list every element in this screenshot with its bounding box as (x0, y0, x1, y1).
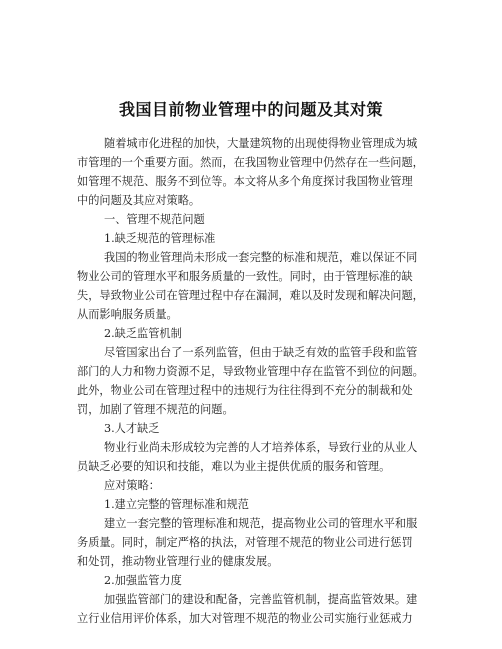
subsection-heading: 1.缺乏规范的管理标准 (104, 232, 216, 245)
subsection-heading: 3.人才缺乏 (104, 422, 160, 435)
paragraph-line: 我国的物业管理尚未形成一套完整的标准和规范，难以保证不同 (104, 251, 418, 264)
subsection-heading: 2.缺乏监管机制 (104, 327, 182, 340)
paragraph-line: 务质量。同时，制定严格的执法，对管理不规范的物业公司进行惩罚 (77, 536, 413, 549)
paragraph-line: 市管理的一个重要方面。然而，在我国物业管理中仍然存在一些问题， (77, 156, 424, 169)
paragraph-line: 失，导致物业公司在管理过程中存在漏洞，难以及时发现和解决问题， (77, 289, 424, 302)
paragraph-line: 随着城市化进程的加快，大量建筑物的出现使得物业管理成为城 (104, 137, 418, 150)
paragraph-line: 从而影响服务质量。 (77, 308, 178, 321)
paragraph-line: 员缺乏必要的知识和技能，难以为业主提供优质的服务和管理。 (77, 460, 391, 473)
section-heading: 应对策略： (104, 479, 160, 492)
paragraph-line: 建立一套完整的管理标准和规范，提高物业公司的管理水平和服 (104, 517, 418, 530)
paragraph-line: 加强监管部门的建设和配备，完善监管机制，提高监管效果。建 (104, 593, 418, 606)
paragraph-line: 物业公司的管理水平和服务质量的一致性。同时，由于管理标准的缺 (77, 270, 413, 283)
paragraph-line: 中的问题及其应对策略。 (77, 194, 201, 207)
paragraph-line: 罚，加剧了管理不规范的问题。 (77, 403, 234, 416)
paragraph-line: 尽管国家出台了一系列监管，但由于缺乏有效的监管手段和监管 (104, 346, 418, 359)
paragraph-line: 物业行业尚未形成较为完善的人才培养体系，导致行业的从业人 (104, 441, 418, 454)
paragraph-line: 此外，物业公司在管理过程中的违规行为往往得到不充分的制裁和处 (77, 384, 413, 397)
paragraph-line: 部门的人力和物力资源不足，导致物业管理中存在监管不到位的问题。 (77, 365, 424, 378)
section-heading: 一、管理不规范问题 (104, 213, 205, 226)
paragraph-line: 如管理不规范、服务不到位等。本文将从多个角度探讨我国物业管理 (77, 175, 413, 188)
document-title: 我国目前物业管理中的问题及其对策 (118, 100, 383, 119)
subsection-heading: 1.建立完整的管理标准和规范 (104, 498, 249, 511)
paragraph-line: 立行业信用评价体系，加大对管理不规范的物业公司实施行业惩戒力 (77, 612, 413, 625)
paragraph-line: 和处罚，推动物业管理行业的健康发展。 (77, 555, 279, 568)
subsection-heading: 2.加强监管力度 (104, 574, 182, 587)
